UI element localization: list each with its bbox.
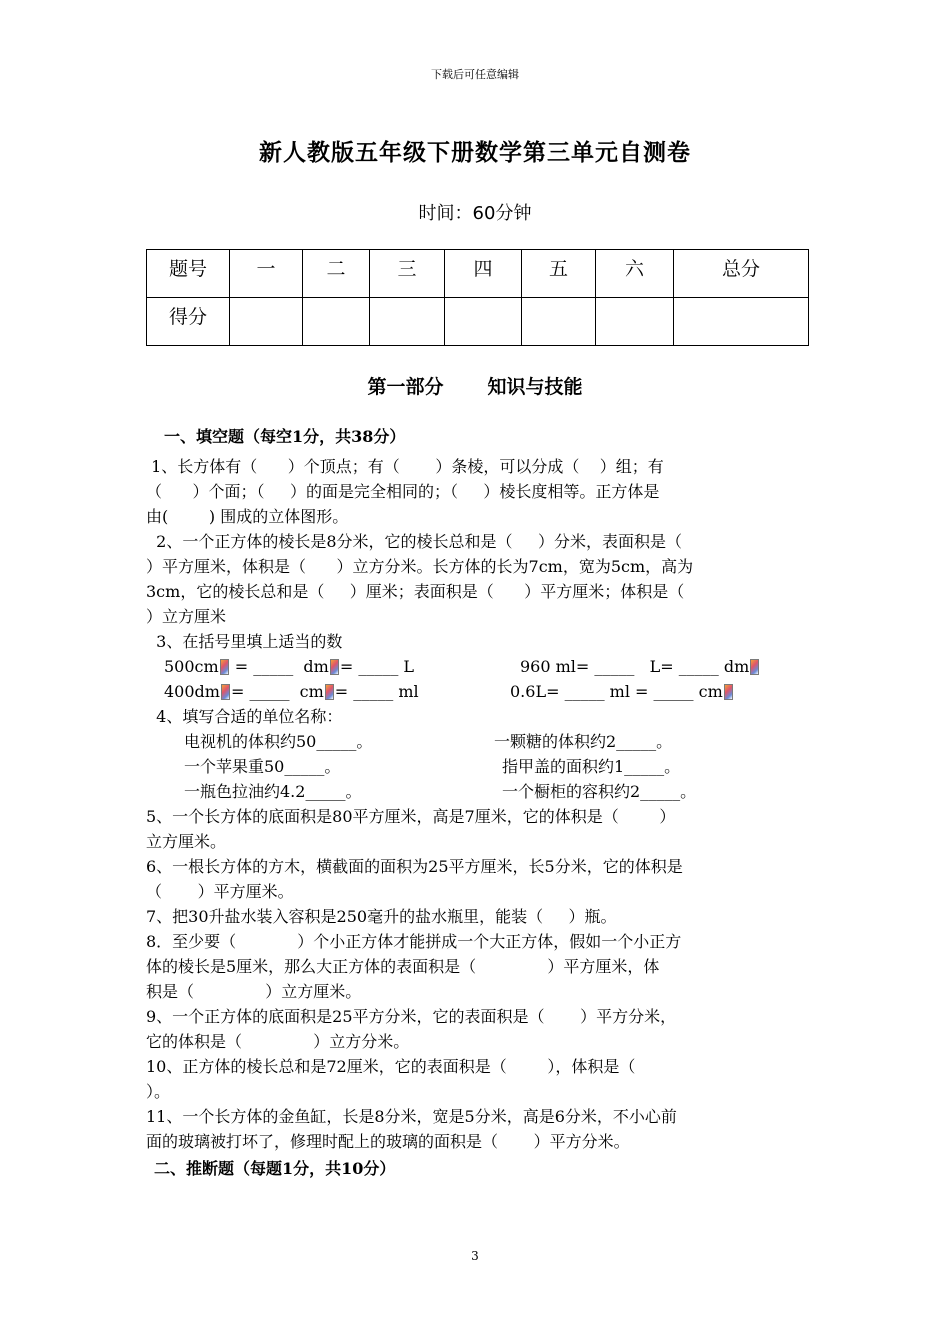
question-line: 由( ) 围成的立体图形。: [146, 507, 349, 526]
question-line: 2、一个正方体的棱长是8分米，它的棱长总和是（ ）分米，表面积是（: [146, 532, 682, 551]
unit-item: 一个橱柜的容积约2_____。: [502, 782, 697, 801]
score-cell: [522, 298, 596, 346]
score-header-cell: 四: [445, 250, 522, 298]
superscript-placeholder-icon: [750, 659, 759, 675]
superscript-placeholder-icon: [221, 684, 230, 700]
superscript-placeholder-icon: [220, 659, 229, 675]
question-line: 5、一个长方体的底面积是80平方厘米，高是7厘米，它的体积是（ ）: [146, 807, 676, 826]
question-line: 立方厘米。: [146, 832, 227, 851]
unit-item: 一瓶色拉油约4.2_____。: [184, 782, 362, 801]
score-cell: [230, 298, 303, 346]
question-line: 3、在括号里填上适当的数: [146, 632, 343, 651]
score-row-label: 得分: [147, 298, 230, 346]
score-header-cell: 一: [230, 250, 303, 298]
header-note: 下载后可任意编辑: [431, 68, 519, 81]
question-line: 11、一个长方体的金鱼缸，长是8分米，宽是5分米，高是6分米，不小心前: [146, 1107, 677, 1126]
conversion-row-2-left: 400dm = _____ cm = _____ ml: [164, 682, 419, 701]
score-header-cell: 三: [370, 250, 445, 298]
unit-item: 电视机的体积约50_____。: [184, 732, 373, 751]
time-limit: 时间：60分钟: [418, 203, 532, 224]
score-header-cell: 题号: [147, 250, 230, 298]
superscript-placeholder-icon: [724, 684, 733, 700]
conversion-row-2-right: 0.6L= _____ ml = _____ cm: [510, 680, 734, 704]
section-2-heading: 二、推断题（每题1分，共10分）: [154, 1159, 396, 1178]
unit-item: 一颗糖的体积约2_____。: [494, 732, 673, 751]
superscript-placeholder-icon: [325, 684, 334, 700]
part-name: 知识与技能: [487, 376, 583, 398]
question-line: 8．至少要（ ）个小正方体才能拼成一个大正方体，假如一个小正方: [146, 932, 682, 951]
unit-item: 指甲盖的面积约1_____。: [502, 757, 681, 776]
question-line: 6、一根长方体的方木，横截面的面积为25平方厘米，长5分米，它的体积是: [146, 857, 683, 876]
page-number: 3: [471, 1249, 479, 1263]
conversion-row-1-right: 960 ml= _____ L= _____ dm: [520, 655, 760, 679]
question-line: ）立方厘米: [146, 607, 227, 626]
score-cell: [674, 298, 809, 346]
score-cell: [596, 298, 674, 346]
question-line: ）平方厘米，体积是（ ）立方分米。长方体的长为7cm，宽为5cm，高为: [146, 557, 694, 576]
question-line: ）。: [146, 1082, 171, 1101]
part-number: 第一部分: [367, 376, 444, 398]
page-title: 新人教版五年级下册数学第三单元自测卷: [259, 139, 691, 166]
conversion-row-1-left: 500cm = _____ dm = _____ L: [164, 657, 415, 676]
superscript-placeholder-icon: [330, 659, 339, 675]
score-table-score-row: [147, 298, 809, 346]
question-line: 积是（ ）立方厘米。: [146, 982, 362, 1001]
score-header-cell: 二: [303, 250, 370, 298]
score-header-cell: 六: [596, 250, 674, 298]
score-cell: [370, 298, 445, 346]
score-header-cell: 总分: [674, 250, 809, 298]
question-line: 7、把30升盐水装入容积是250毫升的盐水瓶里，能装（ ）瓶。: [146, 907, 617, 926]
part-heading: [0, 372, 950, 399]
question-line: 它的体积是（ ）立方分米。: [146, 1032, 410, 1051]
score-header-cell: 五: [522, 250, 596, 298]
score-table: [146, 249, 809, 346]
question-line: 10、正方体的棱长总和是72厘米，它的表面积是（ ），体积是（: [146, 1057, 636, 1076]
score-cell: [445, 298, 522, 346]
question-line: （ ）个面；（ ）的面是完全相同的；（ ）棱长度相等。正方体是: [146, 482, 660, 501]
question-line: 3cm，它的棱长总和是（ ）厘米；表面积是（ ）平方厘米；体积是（: [146, 582, 685, 601]
unit-item: 一个苹果重50_____。: [184, 757, 341, 776]
score-cell: [303, 298, 370, 346]
question-4-title: 4、填写合适的单位名称：: [146, 707, 343, 726]
question-line: 体的棱长是5厘米，那么大正方体的表面积是（ ）平方厘米，体: [146, 957, 660, 976]
question-line: （ ）平方厘米。: [146, 882, 294, 901]
section-1-heading: 一、填空题（每空1分，共38分）: [164, 427, 406, 446]
question-line: 9、一个正方体的底面积是25平方分米，它的表面积是（ ）平方分米，: [146, 1007, 677, 1026]
question-line: 1、长方体有（ ）个顶点；有（ ）条棱，可以分成（ ）组；有: [146, 457, 664, 476]
question-line: 面的玻璃被打坏了，修理时配上的玻璃的面积是（ ）平方分米。: [146, 1132, 630, 1151]
score-table-header-row: [147, 250, 809, 298]
